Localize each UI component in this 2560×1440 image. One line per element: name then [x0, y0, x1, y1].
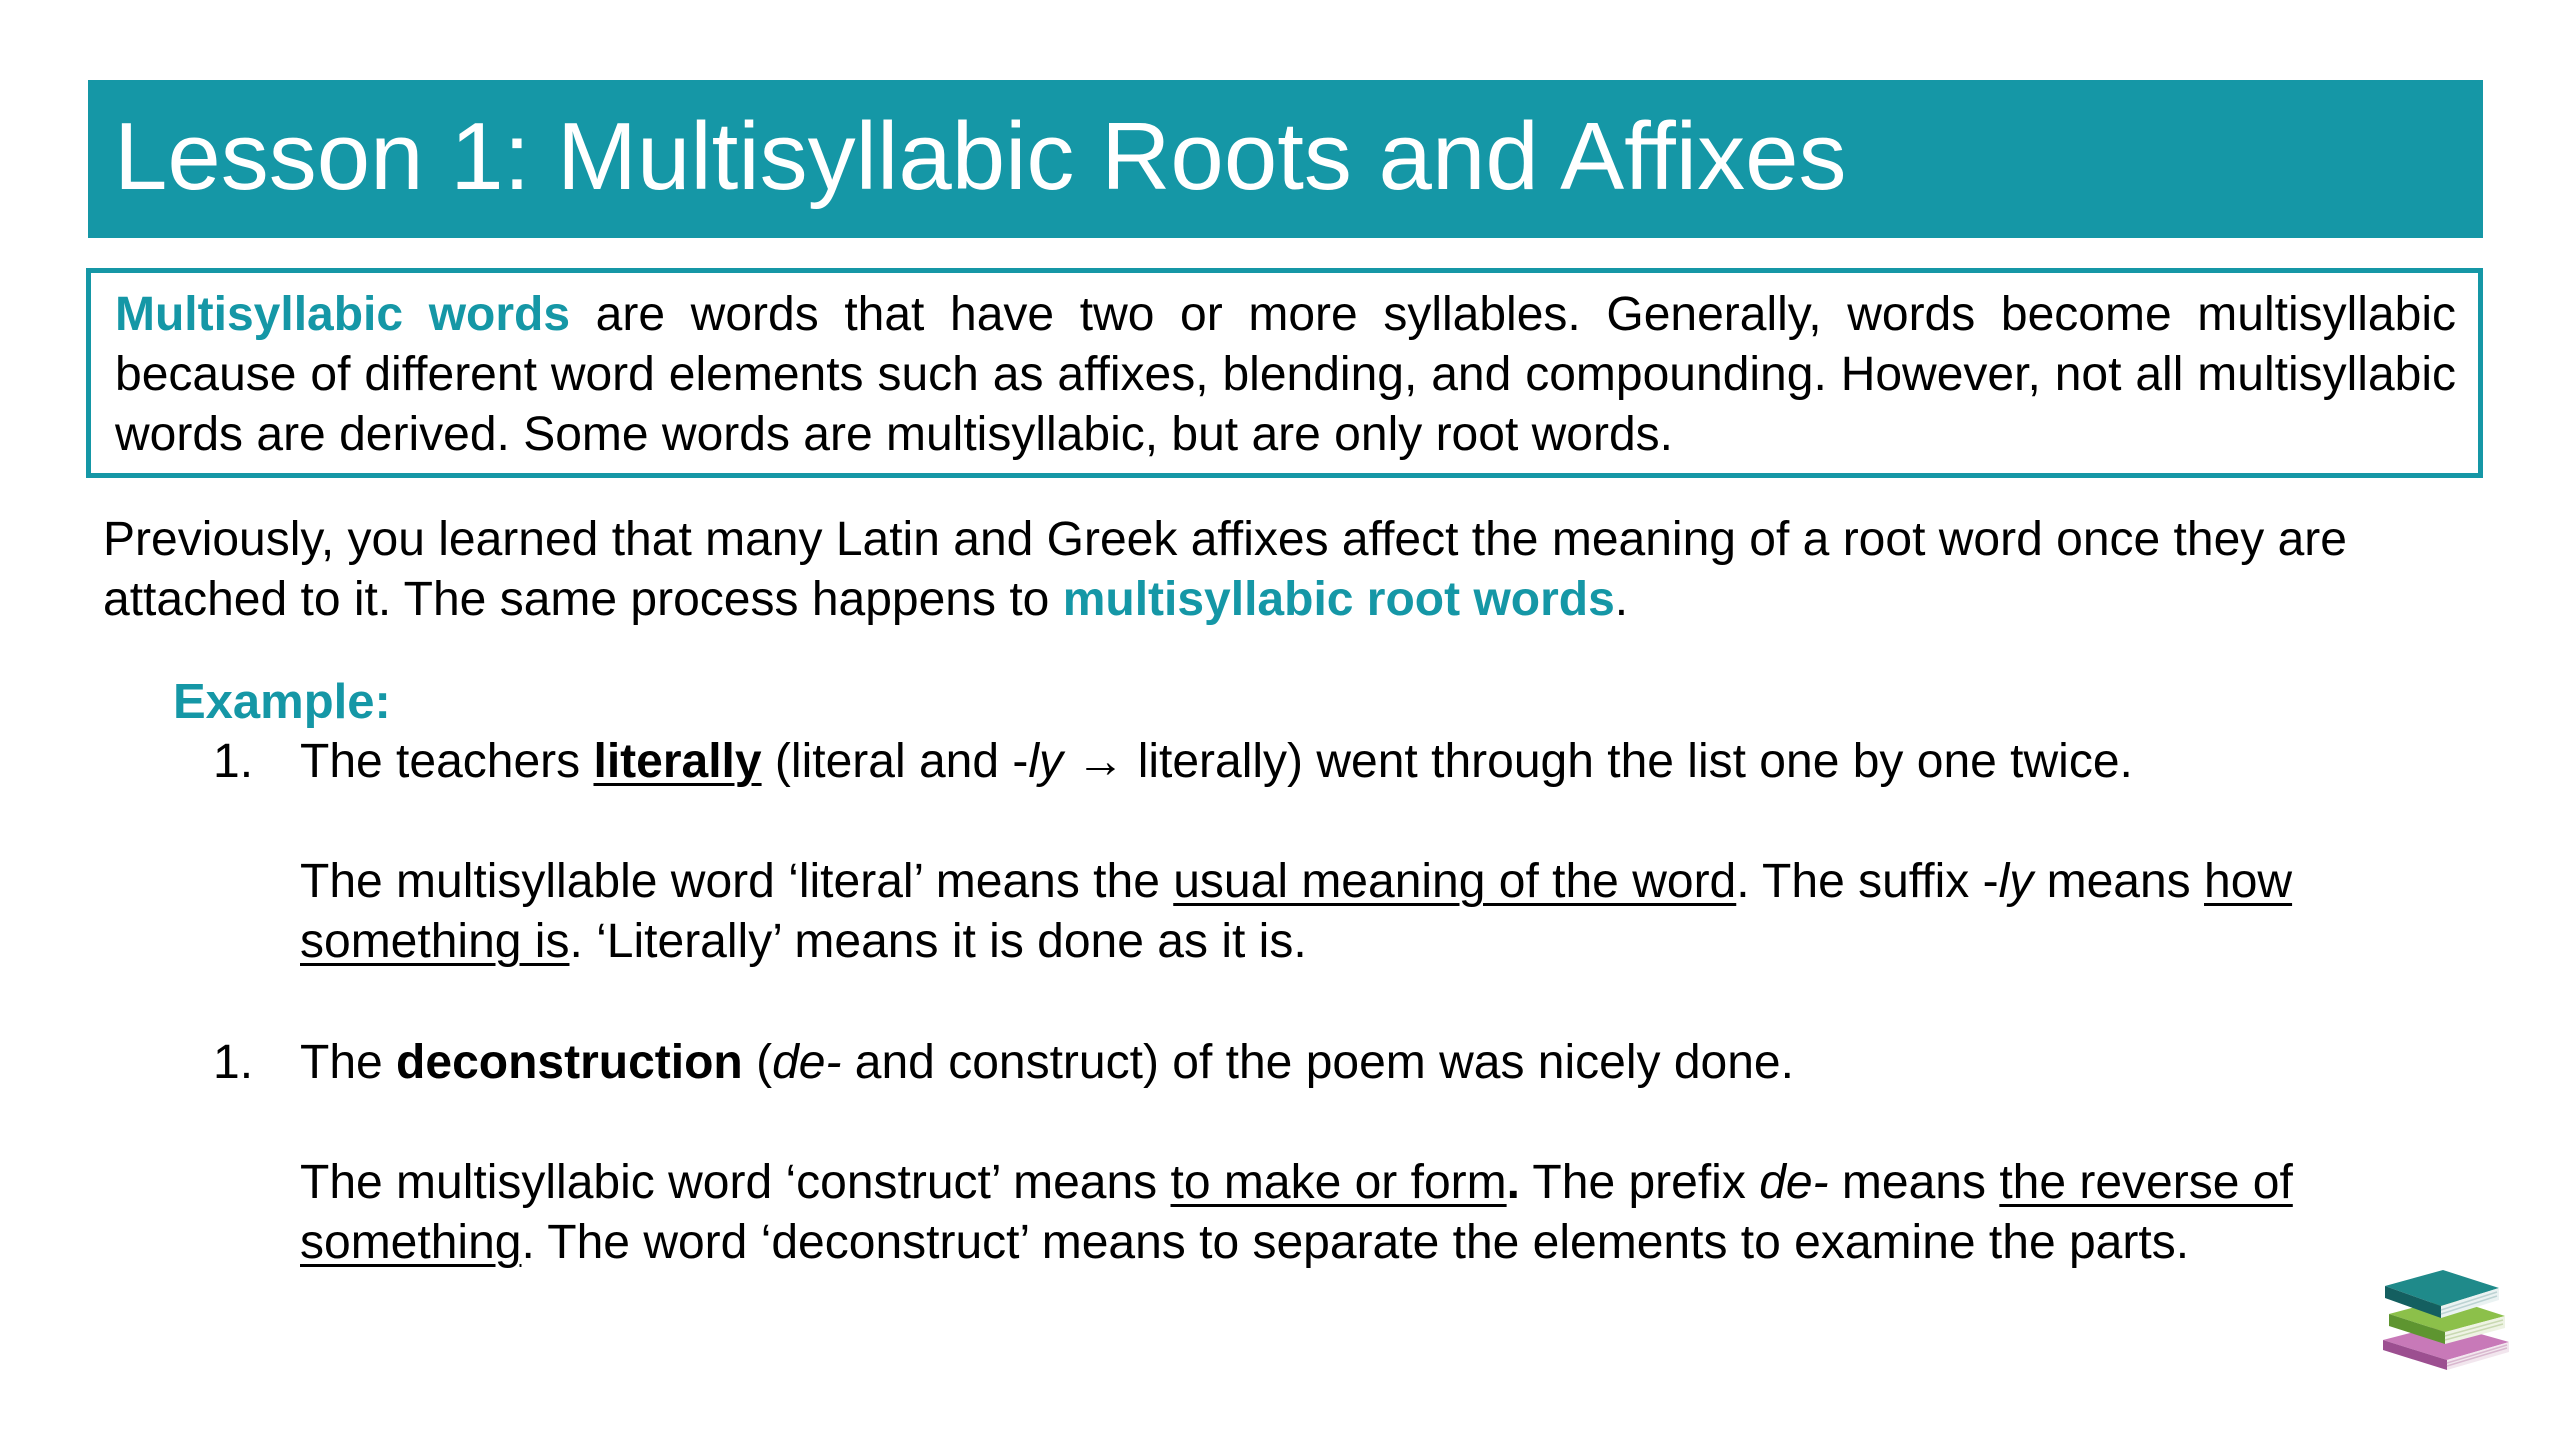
example-explanation [300, 1153, 2410, 1273]
example-sentence [300, 732, 2410, 792]
definition-box [86, 268, 2483, 478]
intro-paragraph [103, 510, 2503, 630]
title-bar [88, 80, 2483, 238]
books-stack-icon [2375, 1262, 2515, 1372]
explanation-underline: usual meaning of the word [1173, 855, 1737, 908]
example-number: 1. [213, 735, 254, 788]
definition-text: are words that have two or more syllables. Generally, words become multisyllabic because of different word elements such as affixes, blending, and compounding. However, not all multisyllabic words are derived. Some words are multisyllabic, but are only root words. [115, 288, 2456, 461]
definition-term: Multisyllabic words [115, 288, 571, 341]
explanation-period: . [1506, 1156, 1520, 1209]
explanation-text: . The suffix - [1736, 855, 1999, 908]
explanation-underline: how something is [300, 855, 2293, 968]
explanation-text: The multisyllabic word ‘construct’ means [300, 1156, 1171, 1209]
example-number: 1. [213, 1036, 254, 1089]
explanation-text: means [2033, 855, 2205, 908]
example-label: Example: [173, 675, 391, 729]
explanation-text: means [1828, 1156, 2000, 1209]
explanation-text: The multisyllable word ‘literal’ means the [300, 855, 1174, 908]
sentence-text: The [300, 1036, 397, 1089]
explanation-text: . ‘Literally’ means it is done as it is. [569, 915, 1307, 968]
sentence-keyword: deconstruction [396, 1036, 743, 1089]
page-title: Lesson 1: Multisyllabic Roots and Affixes [114, 103, 1847, 210]
explanation-underline: to make or form [1170, 1156, 1507, 1209]
explanation-affix: ly [1998, 855, 2034, 908]
sentence-text: The teachers [300, 735, 594, 788]
sentence-text: → literally) went through the list one by one twice. [1063, 735, 2133, 788]
sentence-keyword: literally [593, 735, 762, 788]
sentence-text: and construct) of the poem was nicely done. [841, 1036, 1794, 1089]
sentence-affix: ly [1028, 735, 1064, 788]
example-sentence [300, 1033, 2410, 1093]
sentence-affix: de- [772, 1036, 842, 1089]
explanation-text: . The word ‘deconstruct’ means to separate the elements to examine the parts. [521, 1216, 2190, 1269]
explanation-affix: de- [1759, 1156, 1829, 1209]
explanation-text: The prefix [1519, 1156, 1760, 1209]
explanation-underline: the reverse of something [300, 1156, 2293, 1269]
intro-text: Previously, you learned that many Latin and Greek affixes affect the meaning of a root word once they are attached to it. The same process happens to [103, 513, 2347, 626]
example-explanation [300, 852, 2410, 972]
sentence-text: (literal and - [761, 735, 1029, 788]
sentence-text: ( [742, 1036, 773, 1089]
intro-highlight: multisyllabic root words [1062, 573, 1615, 626]
intro-end: . [1614, 573, 1629, 626]
